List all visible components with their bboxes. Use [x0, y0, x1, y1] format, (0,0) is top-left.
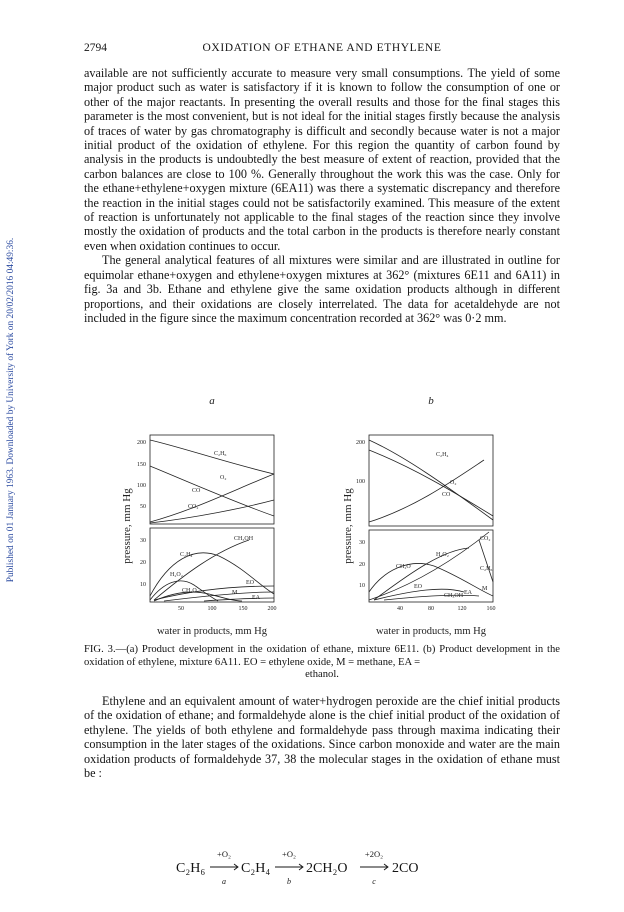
a-ytick: 20 [140, 560, 146, 566]
eq-species: C₂H₆ [176, 861, 206, 876]
b-curve-label: CO [442, 492, 451, 498]
b-curve-label: CO₂ [480, 536, 491, 542]
b-ytick: 10 [359, 583, 365, 589]
curve-b-ch2o [369, 564, 493, 596]
eq-above: +O₂ [282, 849, 296, 859]
b-curve-label: C₂H₄ [436, 452, 449, 458]
a-ytick: 50 [140, 504, 146, 510]
panel-b-plot [369, 435, 493, 602]
a-curve-label: H₂O₂ [170, 572, 183, 578]
caption-lead: FIG. 3. [84, 644, 116, 655]
panel-a-ylabel: pressure, mm Hg [121, 488, 133, 564]
curve-b-co [369, 460, 484, 522]
b-curve-label: EO [414, 584, 422, 590]
eq-below: b [287, 877, 291, 886]
b-xtick: 160 [486, 606, 496, 612]
eq-above: +2O₂ [364, 849, 384, 859]
a-xtick: 150 [238, 606, 248, 612]
reaction-equation [84, 848, 560, 894]
eq-arrow [275, 864, 303, 870]
a-curve-label: EO [246, 580, 254, 586]
b-curve-label: CH₃OH [444, 593, 464, 599]
curve-a-co [150, 474, 274, 522]
body-text-top [84, 66, 560, 325]
a-curve-label: CH₃OH [234, 536, 254, 542]
panel-a-lower-box [150, 528, 274, 602]
a-xtick: 100 [207, 606, 217, 612]
eq-above: +O₂ [217, 849, 231, 859]
panel-b-label: b [428, 395, 434, 407]
b-ytick: 100 [356, 479, 365, 485]
paragraph-3: Ethylene and an equivalent amount of water+hydrogen peroxide are the chief initial products of the oxidation of ethane; and formaldehyde alone is the chief initial product of the oxidation of ethylene. The yields of both ethylene and formaldehyde pass through maxima indicating their consumption in the later stages of the oxidations. Since carbon monoxide and water are the main oxidation products of formaldehyde 37, 38 the molecular stages in the oxidation of ethane must be : [84, 694, 560, 781]
reaction-equation-graphic [84, 848, 560, 894]
a-ytick: 100 [137, 483, 146, 489]
body-text-bottom [84, 694, 560, 780]
eq-below: c [372, 877, 376, 886]
page-header [84, 42, 560, 58]
eq-species: 2CO [392, 861, 419, 876]
a-curve-label: CH₂O [182, 588, 197, 594]
download-watermark-text: Published on 01 January 1963. Downloaded by University of York on 20/02/2016 04:49:36. [6, 237, 16, 583]
b-curve-label: EA [464, 590, 472, 596]
panel-a-plot [150, 435, 274, 602]
paragraph-1: available are not sufficiently accurate to measure very small consumptions. The yield of some major product such as water is satisfactory if it is known to follow the consumption of one or other of the major reactants. In presenting the overall results and those for the final stages this parameter is the most convenient, but is not ideal for the initial stages firstly because the analysis of traces of water by gas chromatography is difficult and secondly because water is not a major initial product of the oxidation of ethylene. For this region the quantity of carbon found by analysis in the products is undoubtedly the best measure of extent of reaction, provided that the carbon balances are close to 100 %. Generally throughout the work this was the case. Only for the ethane+ethylene+oxygen mixture (6EA11) was there a systematic discrepancy and therefore the reaction in the initial stages could not be satisfactorily examined. This measure of the extent of reaction is unfortunately not applicable to the final stages of the reaction since they involve mostly the oxidation of products and the total carbon in the products is therefore nearly constant even when oxidation continues to occur. [84, 66, 560, 253]
a-curve-label: CO₂ [188, 504, 199, 510]
b-curve-label: O₂ [450, 480, 457, 486]
a-curve-label: C₂H₆ [214, 451, 227, 457]
a-curve-label: M [232, 590, 238, 596]
a-ytick: 200 [137, 440, 146, 446]
panel-a-upper-box [150, 435, 274, 524]
curve-a-oxygen [150, 466, 274, 516]
panel-a-xlabel: water in products, mm Hg [157, 626, 267, 637]
panel-b-lower-box [369, 530, 493, 602]
b-xtick: 120 [457, 606, 467, 612]
caption-last: ethanol. [305, 669, 339, 681]
b-ytick: 30 [359, 540, 365, 546]
eq-arrow [210, 864, 238, 870]
curve-a-ethane [150, 440, 274, 474]
download-watermark [4, 150, 18, 670]
a-xtick: 200 [267, 606, 277, 612]
b-ytick: 200 [356, 440, 365, 446]
a-ytick: 30 [140, 538, 146, 544]
figure-3-graphic [84, 380, 560, 642]
a-xtick: 50 [178, 606, 184, 612]
figure-caption [84, 644, 560, 682]
a-curve-label: CO [192, 488, 201, 494]
eq-arrow [360, 864, 388, 870]
curve-b-ethane [479, 540, 493, 582]
b-curve-label: CH₂O [396, 564, 411, 570]
b-xtick: 40 [397, 606, 403, 612]
figure-3 [84, 380, 560, 637]
eq-below: a [222, 877, 226, 886]
paragraph-2: The general analytical features of all mixtures were similar and are illustrated in outline for equimolar ethane+oxygen and ethylene+oxygen mixtures at 362° (mixtures 6E11 and 6A11) in fig. 3a and 3b. Ethane and ethylene give the same oxidation products although in different proportions, and their oxidations are closely interrelated. The data for acetaldehyde are not included in the figure since the maximum concentration recorded at 362° was 0·2 mm. [84, 253, 560, 325]
a-ytick: 10 [140, 582, 146, 588]
b-xtick: 80 [428, 606, 434, 612]
b-curve-label: M [482, 586, 488, 592]
panel-b-ylabel: pressure, mm Hg [342, 488, 354, 564]
page-number: 2794 [84, 42, 107, 54]
a-curve-label: EA [252, 595, 260, 601]
a-ytick: 150 [137, 462, 146, 468]
b-curve-label: H₂O₂ [436, 552, 449, 558]
panel-b-upper-box [369, 435, 493, 526]
curve-b-ethylene [369, 440, 493, 520]
a-curve-label: O₂ [220, 475, 227, 481]
panel-b-xlabel: water in products, mm Hg [376, 626, 486, 637]
b-ytick: 20 [359, 562, 365, 568]
eq-species: 2CH₂O [306, 861, 348, 876]
a-curve-label: C₂H₄ [180, 552, 193, 558]
running-title: OXIDATION OF ETHANE AND ETHYLENE [202, 42, 442, 54]
curve-a-co2 [150, 500, 274, 523]
caption-text: —(a) Product development in the oxidation of ethane, mixture 6E11. (b) Product development in the oxidation of ethylene, mixture 6A11. EO = ethylene oxide, M = methane, EA = [84, 644, 561, 668]
panel-a-label: a [209, 395, 215, 407]
eq-species: C₂H₄ [241, 861, 271, 876]
b-curve-label: C₂H₆ [480, 566, 493, 572]
